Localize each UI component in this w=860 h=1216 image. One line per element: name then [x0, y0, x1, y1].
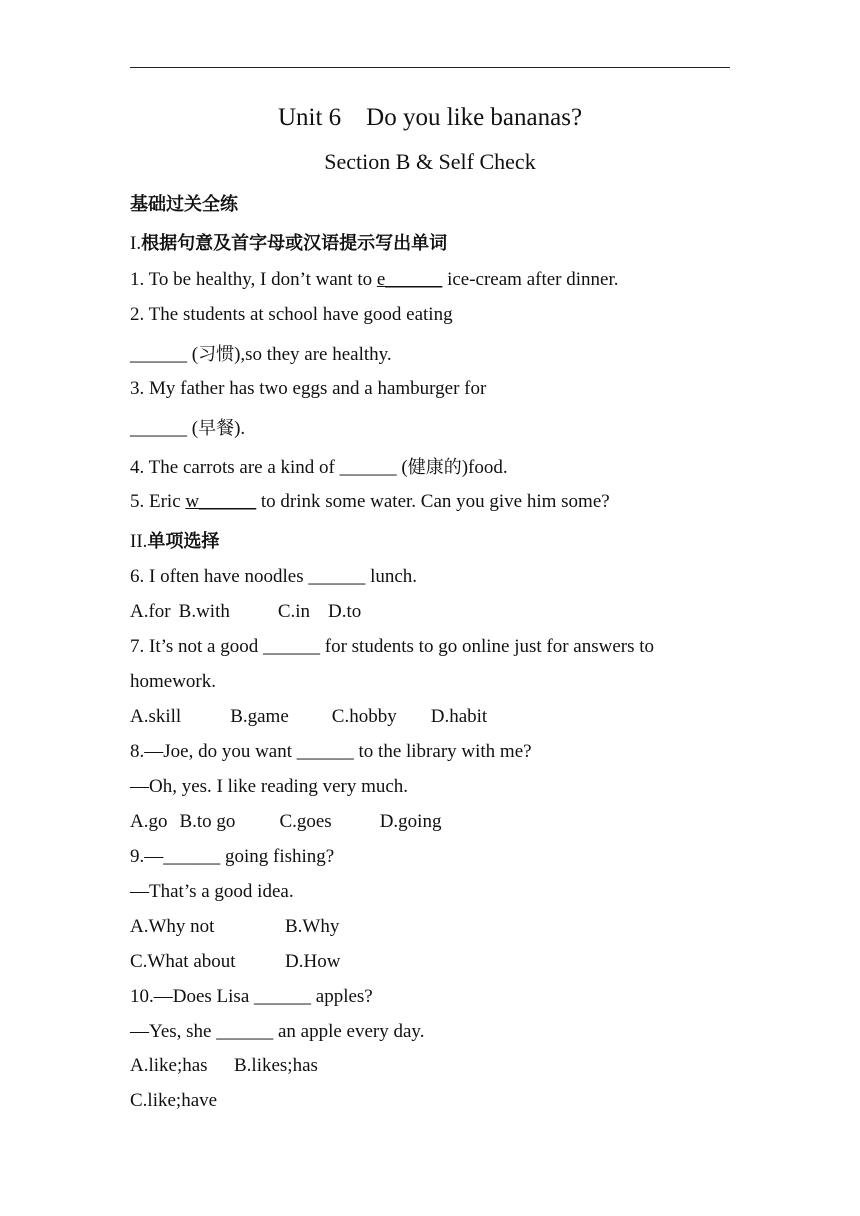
header-rule: [130, 67, 730, 68]
question-2-line-1: 2. The students at school have good eating: [130, 304, 453, 325]
question-1-text: 1. To be healthy, I don’t want to: [130, 269, 377, 290]
question-6-options: [130, 601, 361, 623]
part2-heading-text: 单项选择: [147, 531, 220, 552]
option-b: B.game: [230, 706, 289, 727]
option-d: D.habit: [430, 706, 488, 727]
question-4-text: 4. The carrots are a kind of ______ (: [130, 457, 408, 478]
option-a: A.for: [130, 601, 171, 622]
question-8-line-1: 8.—Joe, do you want ______ to the library with me?: [130, 741, 532, 762]
section-heading: 基础过关全练: [130, 194, 238, 215]
question-1: [130, 269, 618, 291]
option-a: A.skill: [130, 706, 182, 727]
question-1-blank: e______: [376, 269, 443, 290]
question-7-line-2: homework.: [130, 671, 217, 692]
option-d: D.going: [379, 811, 442, 832]
option-b: B.with: [178, 601, 230, 622]
question-4-text-end: )food.: [461, 457, 508, 478]
question-1-text-end: ice-cream after dinner.: [442, 269, 619, 290]
question-3-hint: 早餐: [198, 418, 235, 439]
question-3-line-1: 3. My father has two eggs and a hamburger for: [130, 378, 487, 399]
option-c: C.like;have: [130, 1090, 218, 1111]
question-8-line-2: —Oh, yes. I like reading very much.: [130, 776, 409, 797]
option-d: D.How: [285, 951, 341, 972]
option-d: D.to: [328, 601, 362, 622]
option-c: C.What about: [130, 951, 236, 972]
option-a: A.go: [130, 811, 168, 832]
question-2-blank: ______ (: [130, 344, 199, 365]
question-8-options: [130, 811, 441, 833]
question-10-options-row-2: [130, 1090, 217, 1112]
question-3-text-end: ).: [234, 418, 246, 439]
question-3-line-2: [130, 414, 245, 440]
question-5: [130, 491, 610, 513]
question-7-options: [130, 706, 487, 728]
option-b: B.Why: [285, 916, 340, 937]
question-2-line-2: [130, 340, 392, 366]
option-a: A.Why not: [130, 916, 215, 937]
question-5-text-end: to drink some water. Can you give him some?: [256, 491, 610, 512]
question-5-blank: w______: [185, 491, 257, 512]
part2-heading: [130, 527, 219, 553]
question-9-options-row-2: [130, 951, 340, 973]
question-2-hint: 习惯: [198, 344, 235, 365]
question-10-line-1: 10.—Does Lisa ______ apples?: [130, 986, 373, 1007]
question-9-options-row-1: [130, 916, 339, 938]
option-c: C.in: [277, 601, 311, 622]
part1-roman: I.: [130, 233, 142, 254]
question-4: [130, 453, 508, 479]
question-10-line-2: —Yes, she ______ an apple every day.: [130, 1021, 425, 1042]
question-5-text: 5. Eric: [130, 491, 186, 512]
question-6: 6. I often have noodles ______ lunch.: [130, 566, 418, 587]
option-a: A.like;has: [130, 1055, 208, 1076]
option-b: B.to go: [179, 811, 236, 832]
page-subtitle: Section B & Self Check: [324, 149, 536, 174]
question-3-blank: ______ (: [130, 418, 199, 439]
part1-heading: [130, 229, 447, 255]
question-7-line-1: 7. It’s not a good ______ for students to go online just for answers to: [130, 636, 655, 657]
question-4-hint: 健康的: [407, 457, 462, 478]
part2-roman: II.: [130, 531, 148, 552]
question-9-line-1: 9.—______ going fishing?: [130, 846, 335, 867]
question-9-line-2: —That’s a good idea.: [130, 881, 294, 902]
question-2-text-end: ),so they are healthy.: [234, 344, 392, 365]
option-b: B.likes;has: [234, 1055, 318, 1076]
question-10-options-row-1: [130, 1055, 318, 1077]
option-c: C.hobby: [331, 706, 397, 727]
part1-heading-text: 根据句意及首字母或汉语提示写出单词: [141, 233, 448, 254]
option-c: C.goes: [279, 811, 332, 832]
page-title: Unit 6 Do you like bananas?: [277, 104, 583, 131]
